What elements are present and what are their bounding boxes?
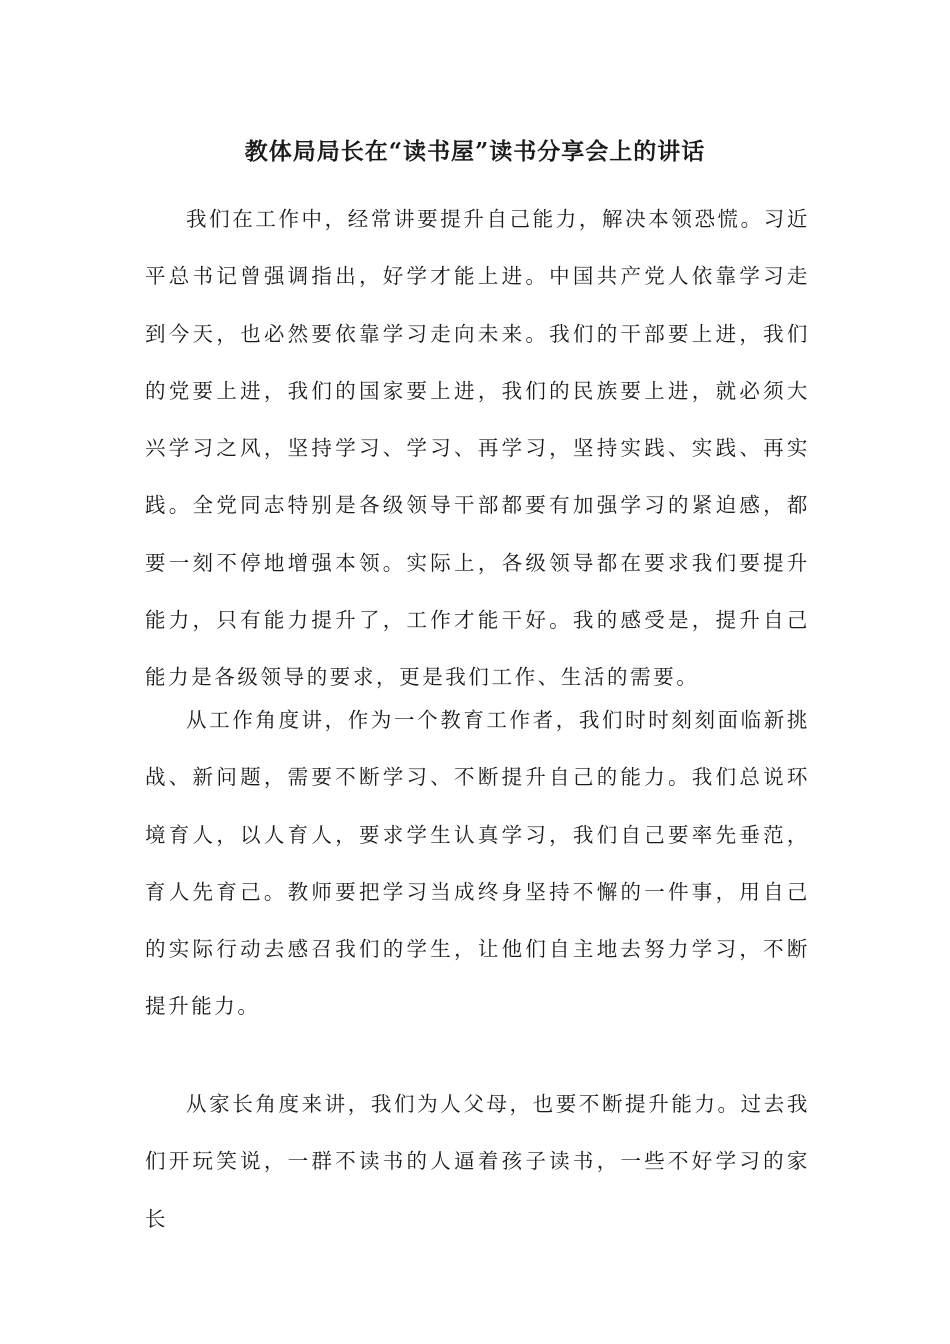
document-title: 教体局局长在“读书屋”读书分享会上的讲话 xyxy=(244,138,706,165)
paragraph-3: 从家长角度来讲，我们为人父母，也要不断提升能力。过去我们开玩笑说，一群不读书的人逼着孩子读书，一些不好学习的家长 xyxy=(145,1092,810,1231)
paragraph-2: 从工作角度讲，作为一个教育工作者，我们时时刻刻面临新挑战、新问题，需要不断学习、不断提升自己的能力。我们总说环境育人，以人育人，要求学生认真学习，我们自己要率先垂范，育人先育己。教师要把学习当成终身坚持不懈的一件事，用自己的实际行动去感召我们的学生，让他们自主地去努力学习，不断提升能力。 xyxy=(145,708,810,1019)
paragraph-1: 我们在工作中，经常讲要提升自己能力，解决本领恐慌。习近平总书记曾强调指出，好学才能上进。中国共产党人依靠学习走到今天，也必然要依靠学习走向未来。我们的干部要上进，我们的党要上进，我们的国家要上进，我们的民族要上进，就必须大兴学习之风，坚持学习、学习、再学习，坚持实践、实践、再实践。全党同志特别是各级领导干部都要有加强学习的紧迫感，都要一刻不停地增强本领。实际上，各级领导都在要求我们要提升能力，只有能力提升了，工作才能干好。我的感受是，提升自己能力是各级领导的要求，更是我们工作、生活的需要。 xyxy=(145,207,810,690)
